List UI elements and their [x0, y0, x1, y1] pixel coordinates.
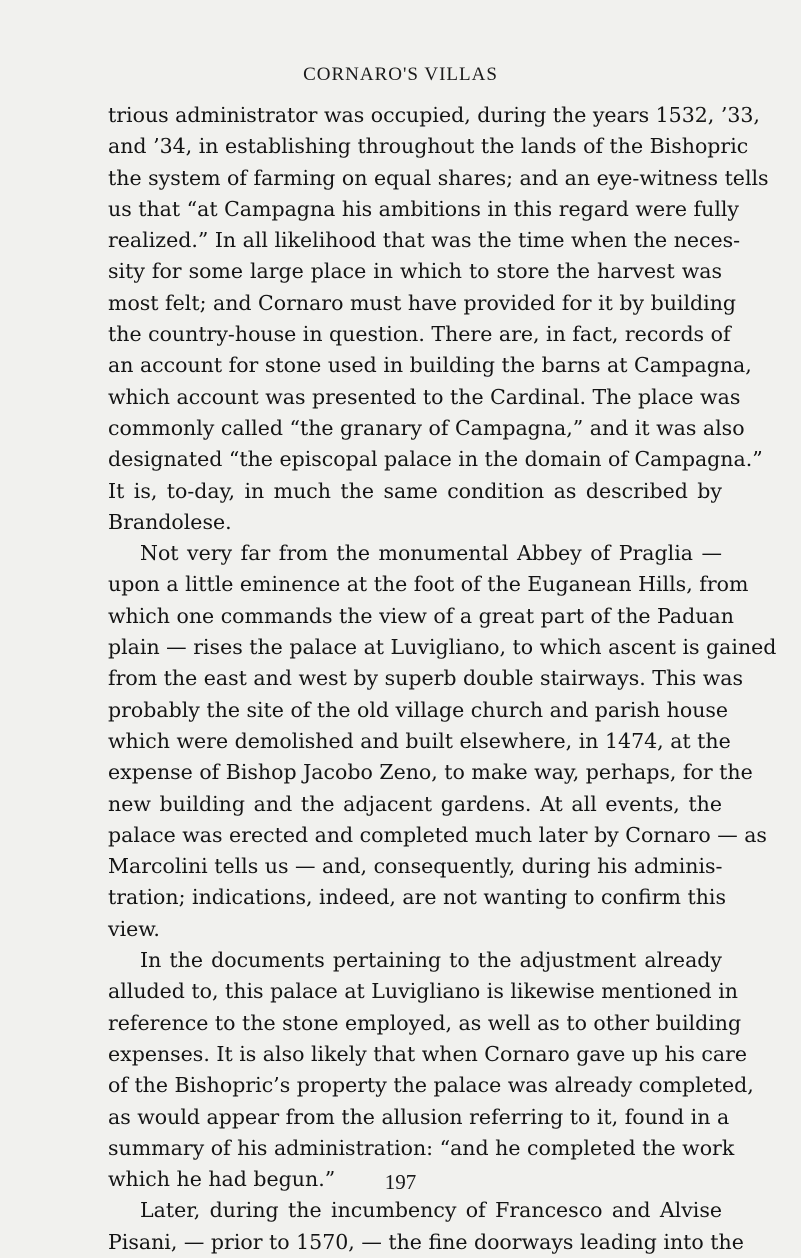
text-line: alluded to, this palace at Luvigliano is likewise mentioned in: [108, 979, 738, 1004]
text-line: upon a little eminence at the foot of the Euganean Hills, from: [108, 572, 749, 597]
text-line: which were demolished and built elsewhere, in 1474, at the: [108, 728, 731, 753]
text-line: sity for some large place in which to store the harvest was: [108, 259, 722, 284]
paragraph-3: [108, 945, 754, 1195]
page-number: 197: [384, 1170, 417, 1194]
text-line: the system of farming on equal shares; and an eye-witness tells: [108, 165, 769, 190]
paragraph-4: [108, 1195, 744, 1258]
text-line: It is, to-day, in much the same condition as described by: [108, 478, 722, 503]
text-line: realized.” In all likelihood that was the time when the neces-: [108, 228, 741, 253]
text-line: most felt; and Cornaro must have provided for it by building: [108, 290, 737, 315]
text-line: of the Bishopric’s property the palace was already completed,: [108, 1073, 754, 1098]
text-line: In the documents pertaining to the adjustment already: [140, 948, 722, 973]
text-line: summary of his administration: “and he completed the work: [108, 1135, 735, 1160]
text-line: palace was erected and completed much later by Cornaro — as: [108, 822, 767, 847]
text-line: tration; indications, indeed, are not wanting to confirm this: [108, 885, 727, 910]
text-line: trious administrator was occupied, during the years 1532, ’33,: [108, 103, 760, 127]
text-line: expense of Bishop Jacobo Zeno, to make way, perhaps, for the: [108, 760, 753, 785]
text-line: commonly called “the granary of Campagna,” and it was also: [108, 415, 745, 440]
text-line: as would appear from the allusion referring to it, found in a: [108, 1104, 730, 1129]
text-line: new building and the adjacent gardens. At all events, the: [108, 791, 722, 816]
text-line: view.: [108, 916, 160, 941]
text-line: expenses. It is also likely that when Cornaro gave up his care: [108, 1041, 748, 1066]
text-line: us that “at Campagna his ambitions in this regard were fully: [108, 196, 740, 221]
text-line: Pisani, — prior to 1570, — the fine doorways leading into the: [108, 1229, 744, 1254]
text-line: Marcolini tells us — and, consequently, during his adminis-: [108, 854, 723, 879]
text-line: from the east and west by superb double stairways. This was: [108, 666, 744, 691]
running-head: CORNARO'S VILLAS: [303, 64, 498, 85]
text-line: which account was presented to the Cardinal. The place was: [108, 384, 741, 409]
text-line: Not very far from the monumental Abbey of Praglia —: [140, 541, 722, 566]
paragraph-2: [108, 538, 777, 945]
text-line: an account for stone used in building the barns at Campagna,: [108, 353, 752, 378]
text-line: which one commands the view of a great part of the Paduan: [108, 603, 734, 628]
text-line: which he had begun.”: [108, 1167, 336, 1192]
text-line: Brandolese.: [108, 509, 232, 534]
text-line: the country-house in question. There are, in fact, records of: [108, 322, 731, 347]
text-line: reference to the stone employed, as well as to other building: [108, 1010, 742, 1035]
body-text: [108, 100, 777, 1258]
text-line: designated “the episcopal palace in the domain of Campagna.”: [108, 447, 763, 472]
text-line: probably the site of the old village church and parish house: [108, 697, 729, 722]
text-line: plain — rises the palace at Luvigliano, to which ascent is gained: [108, 635, 777, 660]
paragraph-1: [108, 100, 769, 538]
text-line: and ’34, in establishing throughout the lands of the Bishopric: [108, 134, 749, 159]
text-line: Later, during the incumbency of Francesco and Alvise: [140, 1198, 722, 1223]
